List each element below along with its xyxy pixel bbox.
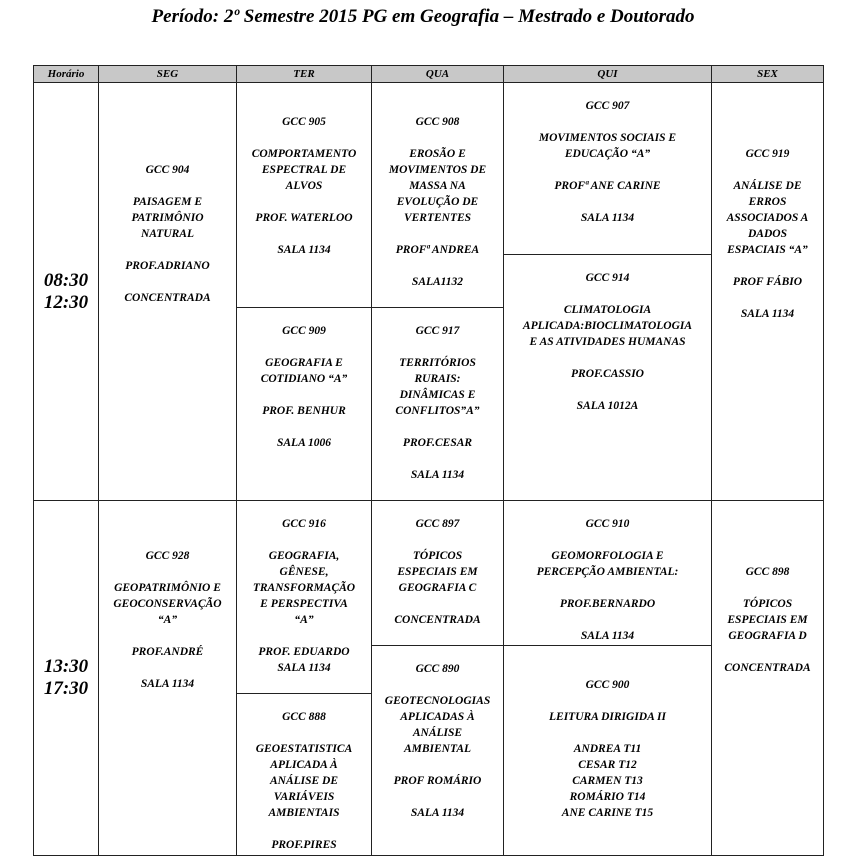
spacer (372, 677, 503, 693)
header-ter-label: TER (293, 68, 315, 80)
course-name-line: NATURAL (140, 228, 195, 240)
course-block (712, 83, 823, 322)
spacer (504, 725, 711, 741)
course-cell (711, 82, 824, 501)
course-name-line: VERTENTES (403, 212, 472, 224)
spacer (372, 596, 503, 612)
course-room: SALA 1134 (410, 469, 465, 481)
spacer (237, 725, 371, 741)
course-name-line: LEITURA DIRIGIDA II (549, 711, 666, 723)
course-teacher-line: CESAR T12 (578, 759, 637, 771)
course-name-line: GEOCONSERVAÇÃO (113, 598, 222, 610)
course-teacher-line: ROMÁRIO T14 (569, 791, 646, 803)
time-morning-start: 08:30 (43, 269, 89, 291)
header-horario-label: Horário (47, 68, 85, 80)
time-afternoon-end: 17:30 (43, 678, 89, 699)
course-name-line: ESPECTRAL DE (261, 164, 347, 176)
course-professor: PROF. BENHUR (262, 405, 346, 417)
course-code: GCC 904 (145, 164, 190, 176)
course-room: SALA 1134 (580, 630, 635, 642)
course-professor: PROF. EDUARDO (258, 646, 350, 658)
course-name-line: EROSÃO E (409, 148, 466, 160)
header-sex-label: SEX (757, 68, 778, 80)
spacer (99, 628, 236, 644)
course-name-line: GEOGRAFIA E (265, 357, 343, 369)
course-professor: PROF.PIRES (271, 839, 337, 851)
spacer (712, 258, 823, 274)
course-block (99, 83, 236, 306)
spacer (372, 451, 503, 467)
spacer (504, 114, 711, 130)
spacer (237, 419, 371, 435)
course-code: GCC 908 (415, 116, 460, 128)
course-teacher-line: CARMEN T13 (572, 775, 643, 787)
spacer (504, 382, 711, 398)
course-professor: PROF FÁBIO (732, 276, 803, 288)
spacer (504, 693, 711, 709)
course-professor: PROF.BERNARDO (559, 598, 656, 610)
header-qui-label: QUI (597, 68, 618, 80)
spacer (504, 532, 711, 548)
course-code: GCC 916 (282, 518, 326, 530)
course-name-line: TRANSFORMAÇÃO (252, 582, 356, 594)
course-name-line: DINÂMICAS E (399, 389, 476, 401)
course-name-line: CONFLITOS”A” (395, 405, 480, 417)
spacer (504, 612, 711, 628)
course-name-line: AMBIENTAL (403, 743, 472, 755)
course-block (372, 83, 503, 290)
course-cell (371, 307, 504, 501)
course-cell (371, 82, 504, 308)
course-name-line: APLICADA:BIOCLIMATOLOGIA (522, 320, 693, 332)
course-cell (371, 500, 504, 646)
spacer (237, 387, 371, 403)
course-cell (503, 500, 712, 646)
spacer (372, 226, 503, 242)
course-block (504, 501, 711, 644)
course-name-line: APLICADA À (270, 759, 338, 771)
course-block (372, 308, 503, 483)
course-name-line: COTIDIANO “A” (260, 373, 348, 385)
course-code: GCC 888 (282, 711, 326, 723)
course-block (237, 501, 371, 676)
course-name-line: ANÁLISE (412, 727, 463, 739)
course-name-line: E PERSPECTIVA (260, 598, 348, 610)
course-name-line: TÓPICOS (742, 598, 793, 610)
course-name-line: ERROS (748, 196, 787, 208)
course-professor: PROFª ANDREA (395, 244, 480, 256)
time-afternoon (33, 500, 99, 856)
spacer (712, 644, 823, 660)
spacer (372, 789, 503, 805)
course-cell (503, 82, 712, 255)
course-cell (503, 645, 712, 856)
course-professor: PROF. WATERLOO (255, 212, 353, 224)
header-ter (236, 65, 372, 83)
course-name-line: ANÁLISE DE (733, 180, 802, 192)
course-name-line: GEOTECNOLOGIAS (384, 695, 491, 707)
spacer (712, 580, 823, 596)
course-name-line: CLIMATOLOGIA (563, 304, 652, 316)
course-name-line: EDUCAÇÃO “A” (564, 148, 651, 160)
spacer (237, 339, 371, 355)
course-block (237, 83, 371, 258)
header-seg-label: SEG (156, 68, 179, 80)
course-block (237, 694, 371, 853)
time-morning-end: 12:30 (43, 291, 89, 313)
spacer (99, 564, 236, 580)
course-code: GCC 900 (585, 679, 630, 691)
course-name-line: MASSA NA (409, 180, 466, 192)
course-code: GCC 897 (415, 518, 460, 530)
course-name-line: GEOMORFOLOGIA E (551, 550, 664, 562)
course-name-line: VARIÁVEIS (273, 791, 335, 803)
course-name-line: GEOGRAFIA C (398, 582, 477, 594)
spacer (237, 628, 371, 644)
spacer (504, 350, 711, 366)
spacer (237, 821, 371, 837)
course-name-line: ESPECIAIS EM (397, 566, 478, 578)
course-room: CONCENTRADA (124, 292, 211, 304)
course-room: SALA 1134 (410, 807, 465, 819)
spacer (372, 419, 503, 435)
course-cell (236, 307, 372, 501)
course-cell (98, 500, 237, 856)
course-block (237, 308, 371, 451)
header-qua (371, 65, 504, 83)
spacer (99, 242, 236, 258)
course-room: SALA 1134 (740, 308, 795, 320)
header-qua-label: QUA (425, 68, 450, 80)
course-block (504, 646, 711, 821)
course-room: SALA 1134 (277, 662, 331, 674)
course-name-line: ANÁLISE DE (269, 775, 339, 787)
course-code: GCC 890 (415, 663, 460, 675)
header-qui (503, 65, 712, 83)
header-horario (33, 65, 99, 83)
course-name-line: E AS ATIVIDADES HUMANAS (529, 336, 686, 348)
course-room: SALA 1134 (580, 212, 635, 224)
course-name-line: TERRITÓRIOS (399, 357, 476, 369)
spacer (504, 286, 711, 302)
course-professor: PROF.CESAR (402, 437, 473, 449)
course-name-line: DADOS (748, 228, 787, 240)
spacer (504, 162, 711, 178)
course-name-line: MOVIMENTOS DE (388, 164, 487, 176)
course-professor: PROF ROMÁRIO (393, 775, 482, 787)
course-professor: PROF.ANDRÉ (131, 646, 204, 658)
course-name-line: “A” (157, 614, 178, 626)
course-cell (711, 500, 824, 856)
course-professor: PROF.ADRIANO (125, 260, 210, 272)
spacer (99, 178, 236, 194)
course-name-line: APLICADAS À (400, 711, 475, 723)
course-name-line: ESPECIAIS EM (727, 614, 808, 626)
course-code: GCC 905 (282, 116, 326, 128)
course-name-line: AMBIENTAIS (268, 807, 340, 819)
course-name-line: EVOLUÇÃO DE (396, 196, 479, 208)
course-block (504, 83, 711, 226)
course-cell (503, 254, 712, 501)
header-seg (98, 65, 237, 83)
spacer (712, 162, 823, 178)
course-name-line: MOVIMENTOS SOCIAIS E (538, 132, 677, 144)
course-block (504, 255, 711, 414)
course-code: GCC 917 (415, 325, 460, 337)
spacer (712, 290, 823, 306)
spacer (99, 660, 236, 676)
course-block (372, 646, 503, 821)
course-name-line: COMPORTAMENTO (251, 148, 357, 160)
course-cell (236, 693, 372, 856)
course-professor: PROF.CASSIO (571, 368, 644, 380)
course-name-line: ALVOS (285, 180, 323, 192)
spacer (372, 757, 503, 773)
course-room: SALA1132 (411, 276, 464, 288)
spacer (237, 532, 371, 548)
course-room: SALA 1134 (140, 678, 195, 690)
course-name-line: GEOESTATISTICA (255, 743, 353, 755)
course-professor: PROFª ANE CARINE (554, 180, 661, 192)
course-block (712, 501, 823, 676)
course-teacher-line: ANE CARINE T15 (561, 807, 654, 819)
course-cell (236, 500, 372, 694)
course-room: SALA 1134 (277, 244, 331, 256)
course-block (372, 501, 503, 628)
course-name-line: PAISAGEM E (132, 196, 203, 208)
course-teacher-line: ANDREA T11 (573, 743, 642, 755)
course-room: SALA 1006 (276, 437, 331, 449)
course-block (99, 501, 236, 692)
spacer (237, 226, 371, 242)
spacer (504, 194, 711, 210)
page-title: Período: 2º Semestre 2015 PG em Geografia – Mestrado e Doutorado (151, 6, 695, 27)
course-room: CONCENTRADA (724, 662, 811, 674)
course-name-line: ESPACIAIS “A” (727, 244, 808, 256)
course-name-line: TÓPICOS (412, 550, 463, 562)
course-code: GCC 907 (585, 100, 630, 112)
header-sex (711, 65, 824, 83)
course-name-line: GEOGRAFIA, (268, 550, 340, 562)
spacer (372, 532, 503, 548)
course-code: GCC 928 (145, 550, 190, 562)
course-name-line: GEOGRAFIA D (728, 630, 807, 642)
spacer (372, 339, 503, 355)
course-room: CONCENTRADA (394, 614, 481, 626)
spacer (237, 194, 371, 210)
course-name-line: PERCEPÇÃO AMBIENTAL: (536, 566, 679, 578)
spacer (372, 258, 503, 274)
course-name-line: GEOPATRIMÔNIO E (114, 582, 221, 594)
course-cell (98, 82, 237, 501)
time-morning (33, 82, 99, 501)
time-afternoon-start: 13:30 (43, 656, 89, 678)
course-code: GCC 909 (282, 325, 326, 337)
course-name-line: “A” (294, 614, 314, 626)
course-room: SALA 1012A (576, 400, 639, 412)
course-code: GCC 898 (745, 566, 790, 578)
course-cell (236, 82, 372, 308)
spacer (504, 580, 711, 596)
spacer (237, 130, 371, 146)
course-name-line: RURAIS: (414, 373, 461, 385)
course-cell (371, 645, 504, 856)
spacer (99, 274, 236, 290)
course-name-line: ASSOCIADOS A (726, 212, 809, 224)
course-name-line: PATRIMÔNIO (131, 212, 204, 224)
spacer (372, 130, 503, 146)
course-code: GCC 914 (585, 272, 630, 284)
course-code: GCC 919 (745, 148, 790, 160)
course-code: GCC 910 (585, 518, 630, 530)
course-name-line: GÊNESE, (279, 566, 329, 578)
